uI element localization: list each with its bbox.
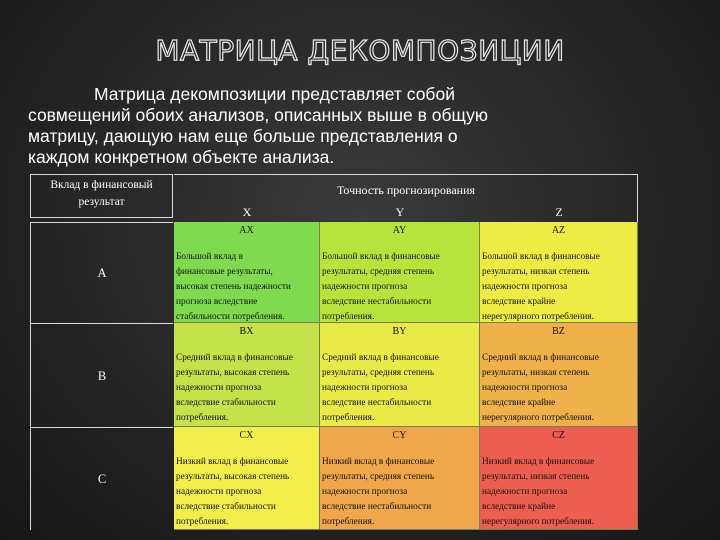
cell-description: Средний вклад в финансовые результаты, низкая степень надежности прогноза вследствие крайне нерегулярного потребления. xyxy=(482,353,599,423)
cell-code: BZ xyxy=(552,326,565,337)
matrix-cell-ay xyxy=(320,222,480,323)
cell-description: Низкий вклад в финансовые результаты, высокая степень надежности прогноза вследствие стабильности потребления. xyxy=(176,457,290,527)
intro-text xyxy=(28,84,588,168)
cell-description: Низкий вклад в финансовые результаты, средняя степень надежности прогноза вследствие нестабильности потребления. xyxy=(322,457,435,527)
matrix-cell-bz xyxy=(480,323,638,427)
decomposition-matrix xyxy=(28,174,638,530)
intro-line: каждом конкретном объекте анализа. xyxy=(28,147,335,167)
cell-description: Средний вклад в финансовые результаты, средняя степень надежности прогноза вследствие нестабильности потребления. xyxy=(322,353,439,423)
cell-code: BX xyxy=(239,326,254,337)
cell-description: Средний вклад в финансовые результаты, высокая степень надежности прогноза вследствие стабильности потребления. xyxy=(176,353,293,423)
intro-line: матрицу, дающую нам еще больше представления о xyxy=(28,126,458,146)
matrix-cell-ax xyxy=(174,222,320,323)
row-b-label: B xyxy=(30,323,173,427)
matrix-cell-cx xyxy=(174,427,320,530)
column-y-label: Y xyxy=(395,205,405,219)
matrix-cell-cy xyxy=(320,427,480,530)
cell-code: AZ xyxy=(551,225,566,236)
column-x-label: X xyxy=(242,205,252,219)
intro-line: совмещений обоих анализов, описанных выше в общую xyxy=(28,105,489,125)
cell-description: Большой вклад в финансовые результаты, средняя степень надежности прогноза вследствие нестабильности потребления. xyxy=(322,252,440,322)
cell-description: Низкий вклад в финансовые результаты, низкая степень надежности прогноза вследствие крайне нерегулярного потребления. xyxy=(482,457,595,527)
row-a-label: A xyxy=(30,222,173,323)
cell-description: Большой вклад в финансовые результаты, низкая степень надежности прогноза вследствие крайне нерегулярного потребления. xyxy=(482,252,600,322)
column-z-label: Z xyxy=(555,205,563,219)
intro-line: Матрица декомпозиции представляет собой xyxy=(94,84,455,104)
matrix-cell-bx xyxy=(174,323,320,427)
matrix-cell-cz xyxy=(480,427,638,530)
column-header-caption: Точность прогнозирования xyxy=(336,183,476,197)
row-header: Вклад в финансовый результат xyxy=(30,174,173,218)
cell-code: AX xyxy=(239,225,254,236)
column-header xyxy=(174,174,638,222)
row-c-label: C xyxy=(30,427,173,530)
cell-code: CZ xyxy=(552,430,565,441)
page-title: МАТРИЦА ДЕКОМПОЗИЦИИ xyxy=(155,34,565,67)
matrix-cell-by xyxy=(320,323,480,427)
cell-description: Большой вклад в финансовые результаты, высокая степень надежности прогноза вследствие стабильности потребления. xyxy=(176,252,291,322)
cell-code: CY xyxy=(392,430,407,441)
matrix-cell-az xyxy=(480,222,638,323)
cell-code: AY xyxy=(392,225,407,236)
cell-code: CX xyxy=(239,430,254,441)
cell-code: BY xyxy=(392,326,407,337)
